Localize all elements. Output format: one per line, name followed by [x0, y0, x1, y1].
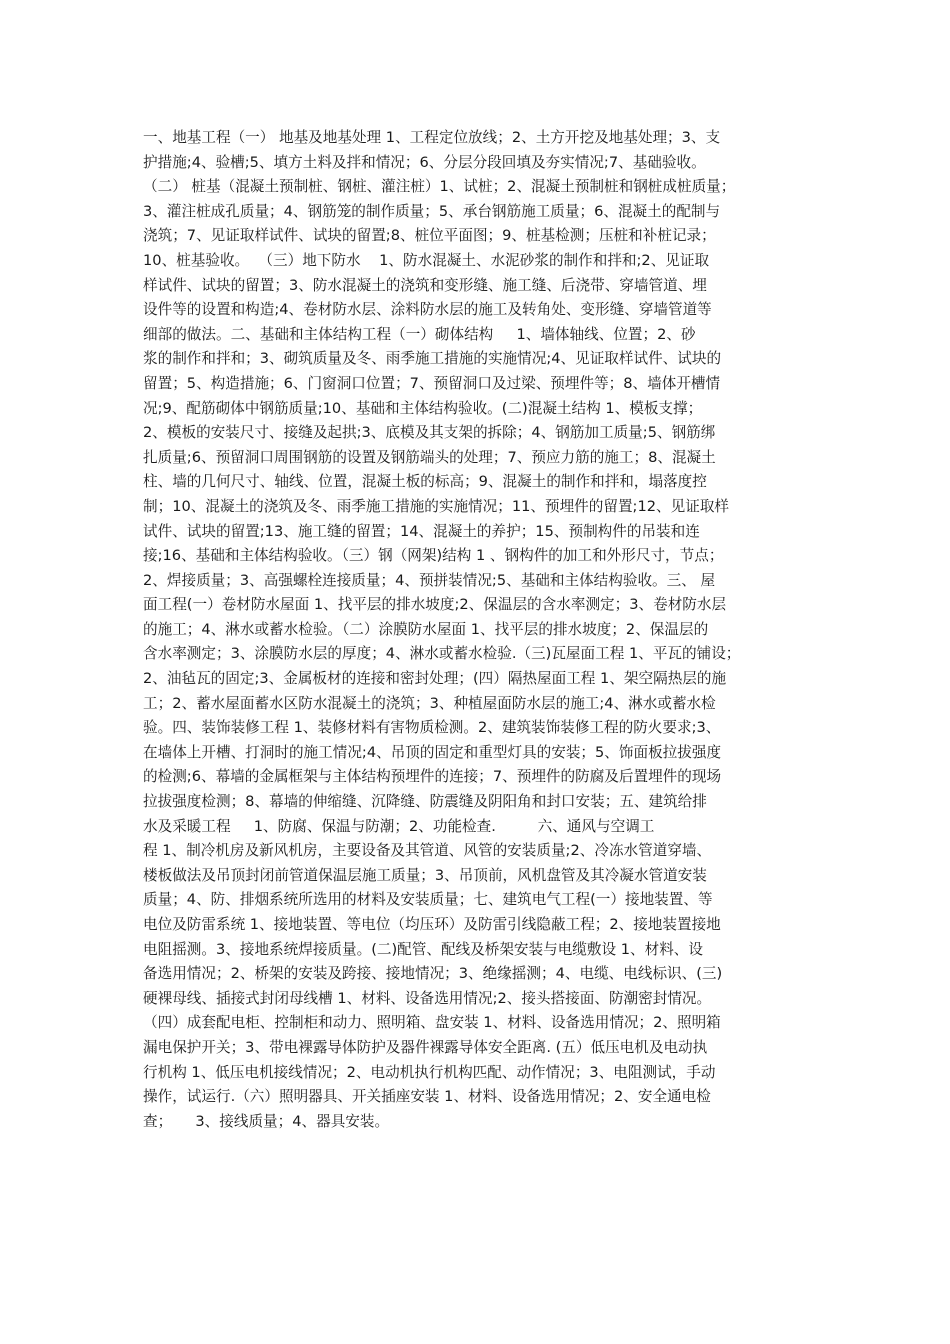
- text-line: 一、地基工程（一） 地基及地基处理 1、工程定位放线；2、土方开挖及地基处理；3、支: [143, 129, 721, 146]
- text-line: 电位及防雷系统 1、接地装置、等电位（均压环）及防雷引线隐蔽工程；2、接地装置接地: [143, 916, 721, 933]
- text-line: 细部的做法。二、基础和主体结构工程（一）砌体结构 1、墙体轴线、位置；2、砂: [143, 325, 696, 343]
- text-line: 拉拔强度检测；8、幕墙的伸缩缝、沉降缝、防震缝及阴阳角和封口安装；五、建筑给排: [143, 793, 707, 811]
- text-line: 浇筑；7、见证取样试件、试块的留置;8、桩位平面图；9、桩基检测；压桩和补桩记录；: [143, 227, 716, 245]
- text-line: 楼板做法及吊顶封闭前管道保温层施工质量；3、吊顶前，风机盘管及其冷凝水管道安装: [143, 866, 707, 884]
- text-line: 行机构 1、低压电机接线情况；2、电动机执行机构匹配、动作情况；3、电阻测试，手动: [143, 1063, 716, 1081]
- text-line: 验。四、装饰装修工程 1、装修材料有害物质检测。2、建筑装饰装修工程的防火要求;3、: [143, 719, 721, 737]
- text-line: 在墙体上开槽、打洞时的施工情况;4、吊顶的固定和重型灯具的安装；5、饰面板拉拔强度: [143, 743, 722, 761]
- text-line: 的施工；4、淋水或蓄水检验。（二）涂膜防水屋面 1、找平层的排水坡度；2、保温层的: [143, 620, 709, 638]
- text-line: 2、模板的安装尺寸、接缝及起拱;3、底模及其支架的拆除；4、钢筋加工质量;5、钢筋绑: [143, 424, 716, 442]
- text-line: 浆的制作和拌和；3、砌筑质量及冬、雨季施工措施的实施情况;4、见证取样试件、试块的: [143, 350, 722, 368]
- text-line: 水及采暖工程 1、防腐、保温与防潮；2、功能检查. 六、通风与空调工: [143, 817, 655, 835]
- text-line: 试件、试块的留置;13、施工缝的留置；14、混凝土的养护；15、预制构件的吊装和连: [143, 522, 700, 540]
- text-line: 程 1、制冷机房及新风机房，主要设备及其管道、风管的安装质量;2、冷冻水管道穿墙、: [143, 842, 712, 860]
- text-line: 况;9、配筋砌体中钢筋质量;10、基础和主体结构验收。(二)混凝土结构 1、模板支撑；: [143, 399, 703, 417]
- text-line: 漏电保护开关；3、带电裸露导体防护及器件裸露导体安全距离. (五）低压电机及电动执: [143, 1038, 708, 1056]
- text-line: （四）成套配电柜、控制柜和动力、照明箱、盘安装 1、材料、设备选用情况；2、照明箱: [143, 1014, 721, 1032]
- text-line: 接;16、基础和主体结构验收。（三）钢（网架)结构 1 、钢构件的加工和外形尺寸，节点；: [143, 547, 724, 565]
- text-line: （二） 桩基（混凝土预制桩、钢桩、灌注桩）1、试桩；2、混凝土预制桩和钢桩成桩质量；: [143, 178, 736, 196]
- text-line: 扎质量;6、预留洞口周围钢筋的设置及钢筋端头的处理；7、预应力筋的施工；8、混凝土: [143, 448, 716, 466]
- text-line: 柱、墙的几何尺寸、轴线、位置，混凝土板的标高；9、混凝土的制作和拌和，塌落度控: [143, 473, 707, 491]
- text-line: 2、焊接质量；3、高强螺栓连接质量；4、预拼装情况;5、基础和主体结构验收。三、 屋: [143, 571, 716, 589]
- text-line: 护措施;4、验槽;5、填方土料及拌和情况；6、分层分段回填及夯实情况;7、基础验收。: [143, 153, 706, 171]
- text-line: 2、油毡瓦的固定;3、金属板材的连接和密封处理；(四）隔热屋面工程 1、架空隔热层的施: [143, 670, 727, 688]
- text-line: 3、灌注桩成孔质量；4、钢筋笼的制作质量；5、承台钢筋施工质量；6、混凝土的配制与: [143, 202, 721, 220]
- text-line: 的检测;6、幕墙的金属框架与主体结构预埋件的连接；7、预埋件的防腐及后置埋件的现场: [143, 768, 722, 786]
- text-line: 留置；5、构造措施；6、门窗洞口位置；7、预留洞口及过梁、预埋件等；8、墙体开槽情: [143, 374, 721, 392]
- text-line: 硬裸母线、插接式封闭母线槽 1、材料、设备选用情况;2、接头搭接面、防潮密封情况。: [143, 989, 712, 1007]
- text-line: 电阻摇测。3、接地系统焊接质量。(二)配管、配线及桥架安装与电缆敷设 1、材料、设: [143, 940, 703, 958]
- text-line: 操作，试运行.（六）照明器具、开关插座安装 1、材料、设备选用情况；2、安全通电检: [143, 1088, 711, 1106]
- text-line: 含水率测定；3、涂膜防水层的厚度；4、淋水或蓄水检验.（三)瓦屋面工程 1、平瓦的铺设；: [143, 645, 741, 663]
- text-line: 设件等的设置和构造;4、卷材防水层、涂料防水层的施工及转角处、变形缝、穿墙管道等: [143, 301, 712, 319]
- text-line: 质量；4、防、排烟系统所选用的材料及安装质量；七、建筑电气工程(一）接地装置、等: [143, 891, 713, 909]
- text-line: 工；2、蓄水屋面蓄水区防水混凝土的浇筑；3、种植屋面防水层的施工;4、淋水或蓄水检: [143, 694, 716, 712]
- body-text: [143, 126, 815, 1134]
- text-line: 制；10、混凝土的浇筑及冬、雨季施工措施的实施情况；11、预埋件的留置;12、见证取样: [143, 497, 730, 515]
- text-line: 面工程(一）卷材防水屋面 1、找平层的排水坡度;2、保温层的含水率测定；3、卷材防水层: [143, 596, 727, 614]
- text-line: 查； 3、接线质量；4、器具安装。: [143, 1112, 390, 1130]
- text-line: 样试件、试块的留置；3、防水混凝土的浇筑和变形缝、施工缝、后浇带、穿墙管道、埋: [143, 276, 707, 294]
- text-line: 10、桩基验收。 （三）地下防水 1、防水混凝土、水泥砂浆的制作和拌和;2、见证取: [143, 251, 710, 269]
- text-line: 备选用情况；2、桥架的安装及跨接、接地情况；3、绝缘摇测；4、电缆、电线标识、(三): [143, 965, 723, 983]
